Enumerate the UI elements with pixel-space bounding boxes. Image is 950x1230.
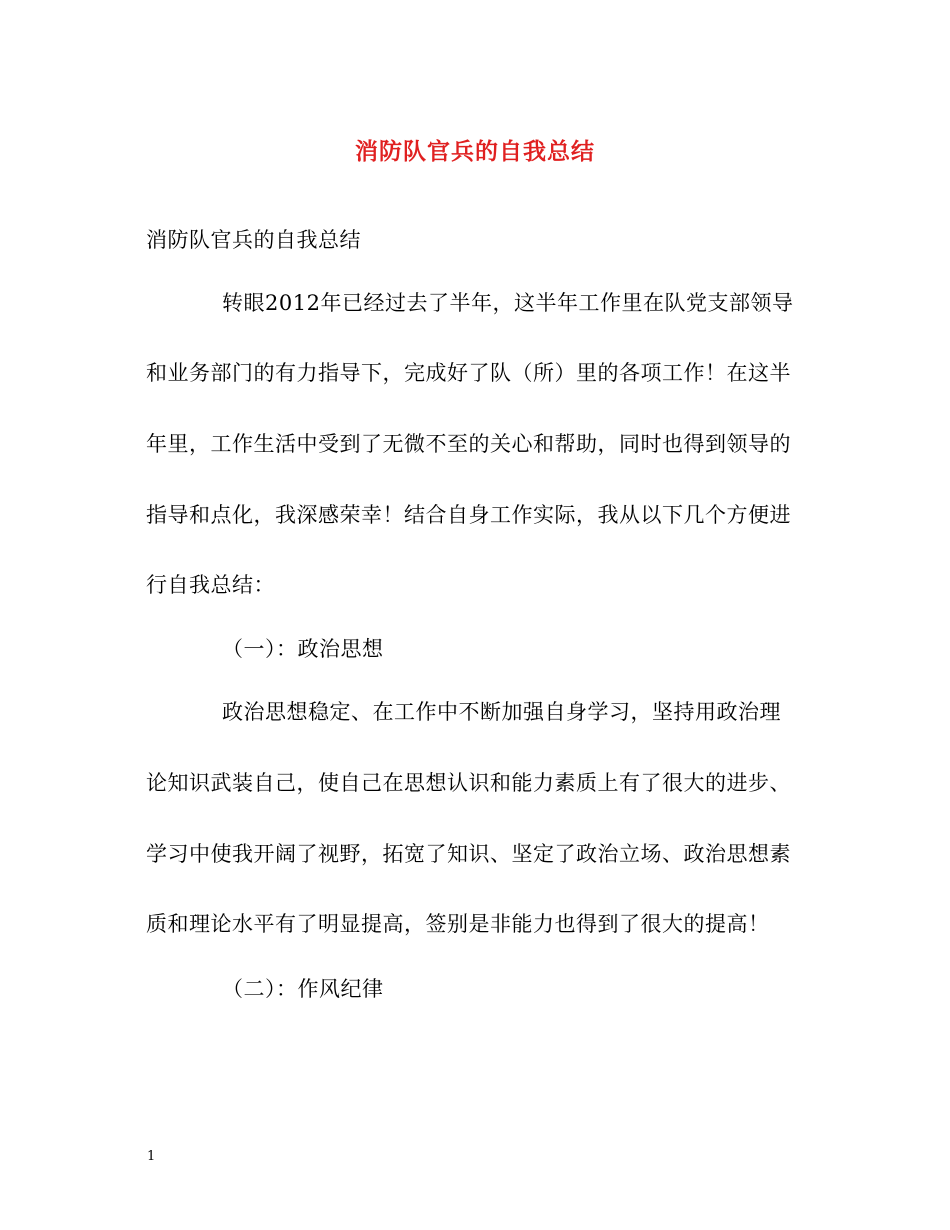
paragraph-line: 行自我总结： [146,573,275,597]
document-title: 消防队官兵的自我总结 [355,138,595,165]
paragraph-line: 政治思想稳定、在工作中不断加强自身学习，坚持用政治理 [222,700,781,724]
section-heading: （一）：政治思想 [222,637,384,661]
paragraph-line: 质和理论水平有了明显提高，签别是非能力也得到了很大的提高！ [146,912,770,936]
section-heading: （二）：作风纪律 [222,977,384,1001]
paragraph-line: 和业务部门的有力指导下，完成好了队（所）里的各项工作！在这半 [146,361,791,385]
paragraph-line: 论知识武装自己，使自己在思想认识和能力素质上有了很大的进步、 [146,771,791,795]
paragraph-line: 转眼2012年已经过去了半年，这半年工作里在队党支部领导 [222,291,794,315]
paragraph-line: 年里，工作生活中受到了无微不至的关心和帮助，同时也得到领导的 [146,432,791,456]
paragraph-line: 学习中使我开阔了视野，拓宽了知识、坚定了政治立场、政治思想素 [146,842,791,866]
page-number: 1 [147,1149,156,1164]
paragraph-line: 指导和点化，我深感荣幸！结合自身工作实际，我从以下几个方便进 [146,503,791,527]
subtitle-line: 消防队官兵的自我总结 [146,228,361,252]
